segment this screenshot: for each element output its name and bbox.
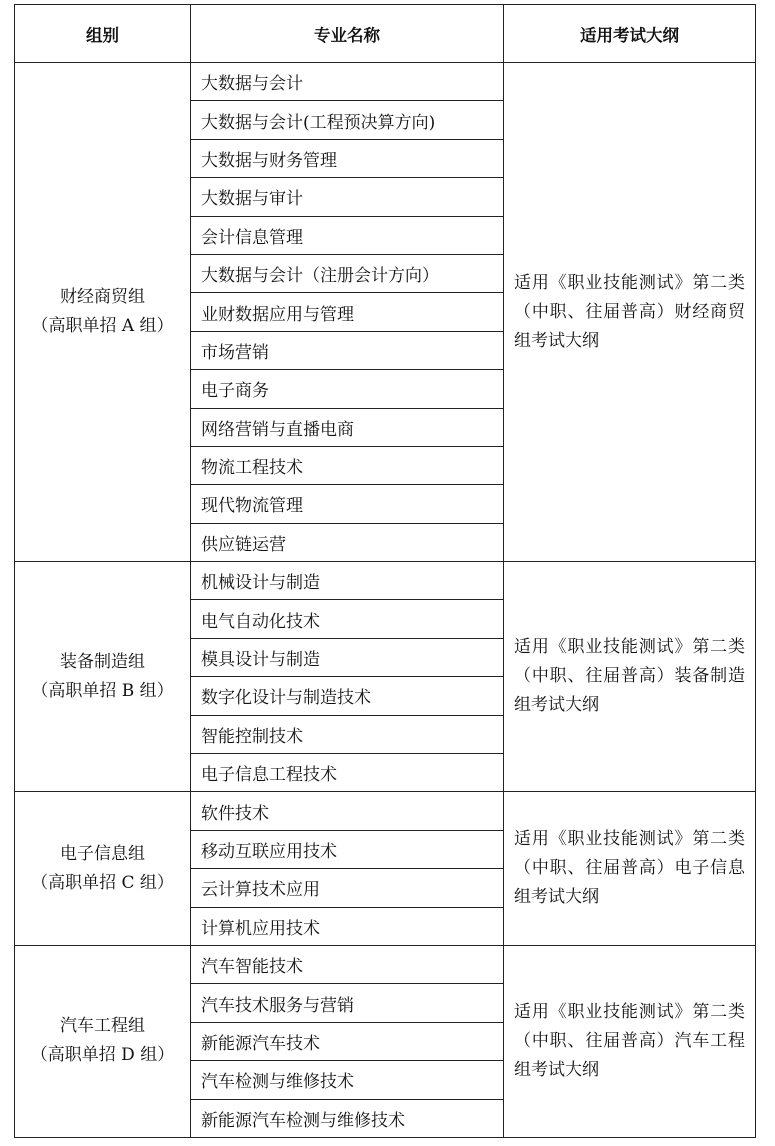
group-name: 汽车工程组 xyxy=(60,1016,145,1037)
group-cell xyxy=(15,792,191,946)
group-name: 电子信息组 xyxy=(60,843,145,864)
table-row xyxy=(15,792,756,830)
major-cell: 机械设计与制造 xyxy=(191,562,504,600)
major-cell: 移动互联应用技术 xyxy=(191,830,504,868)
header-syllabus: 适用考试大纲 xyxy=(504,5,756,63)
table-row xyxy=(15,945,756,983)
major-cell: 现代物流管理 xyxy=(191,485,504,523)
header-row xyxy=(15,5,756,63)
header-major: 专业名称 xyxy=(191,5,504,63)
major-cell: 电子商务 xyxy=(191,370,504,408)
major-cell: 网络营销与直播电商 xyxy=(191,408,504,446)
major-cell: 新能源汽车检测与维修技术 xyxy=(191,1099,504,1137)
major-cell: 汽车智能技术 xyxy=(191,945,504,983)
group-cell xyxy=(15,945,191,1137)
major-cell: 会计信息管理 xyxy=(191,216,504,254)
major-cell: 大数据与财务管理 xyxy=(191,139,504,177)
group-code: （高职单招 A 组） xyxy=(31,316,174,337)
major-cell: 智能控制技术 xyxy=(191,715,504,753)
major-cell: 大数据与审计 xyxy=(191,178,504,216)
major-cell: 云计算技术应用 xyxy=(191,869,504,907)
major-cell: 模具设计与制造 xyxy=(191,638,504,676)
header-group: 组别 xyxy=(15,5,191,63)
major-cell: 物流工程技术 xyxy=(191,446,504,484)
major-cell: 汽车检测与维修技术 xyxy=(191,1061,504,1099)
group-name: 装备制造组 xyxy=(60,651,145,672)
major-cell: 新能源汽车技术 xyxy=(191,1022,504,1060)
group-cell xyxy=(15,562,191,792)
major-cell: 市场营销 xyxy=(191,331,504,369)
major-cell: 供应链运营 xyxy=(191,523,504,561)
syllabus-cell: 适用《职业技能测试》第二类（中职、往届普高）财经商贸组考试大纲 xyxy=(504,63,756,562)
group-code: （高职单招 D 组） xyxy=(30,1045,175,1066)
group-cell xyxy=(15,63,191,562)
table-row xyxy=(15,562,756,600)
major-cell: 汽车技术服务与营销 xyxy=(191,984,504,1022)
major-cell: 电气自动化技术 xyxy=(191,600,504,638)
table-row xyxy=(15,63,756,101)
major-cell: 大数据与会计（注册会计方向） xyxy=(191,254,504,292)
group-name: 财经商贸组 xyxy=(60,287,145,308)
major-cell: 业财数据应用与管理 xyxy=(191,293,504,331)
group-code: （高职单招 C 组） xyxy=(31,872,174,893)
group-code: （高职单招 B 组） xyxy=(31,680,174,701)
syllabus-cell: 适用《职业技能测试》第二类（中职、往届普高）装备制造组考试大纲 xyxy=(504,562,756,792)
admission-table xyxy=(14,4,756,1138)
major-cell: 数字化设计与制造技术 xyxy=(191,677,504,715)
syllabus-cell: 适用《职业技能测试》第二类（中职、往届普高）电子信息组考试大纲 xyxy=(504,792,756,946)
major-cell: 计算机应用技术 xyxy=(191,907,504,945)
major-cell: 电子信息工程技术 xyxy=(191,754,504,792)
major-cell: 软件技术 xyxy=(191,792,504,830)
major-cell: 大数据与会计 xyxy=(191,63,504,101)
major-cell: 大数据与会计(工程预决算方向) xyxy=(191,101,504,139)
syllabus-cell: 适用《职业技能测试》第二类（中职、往届普高）汽车工程组考试大纲 xyxy=(504,945,756,1137)
